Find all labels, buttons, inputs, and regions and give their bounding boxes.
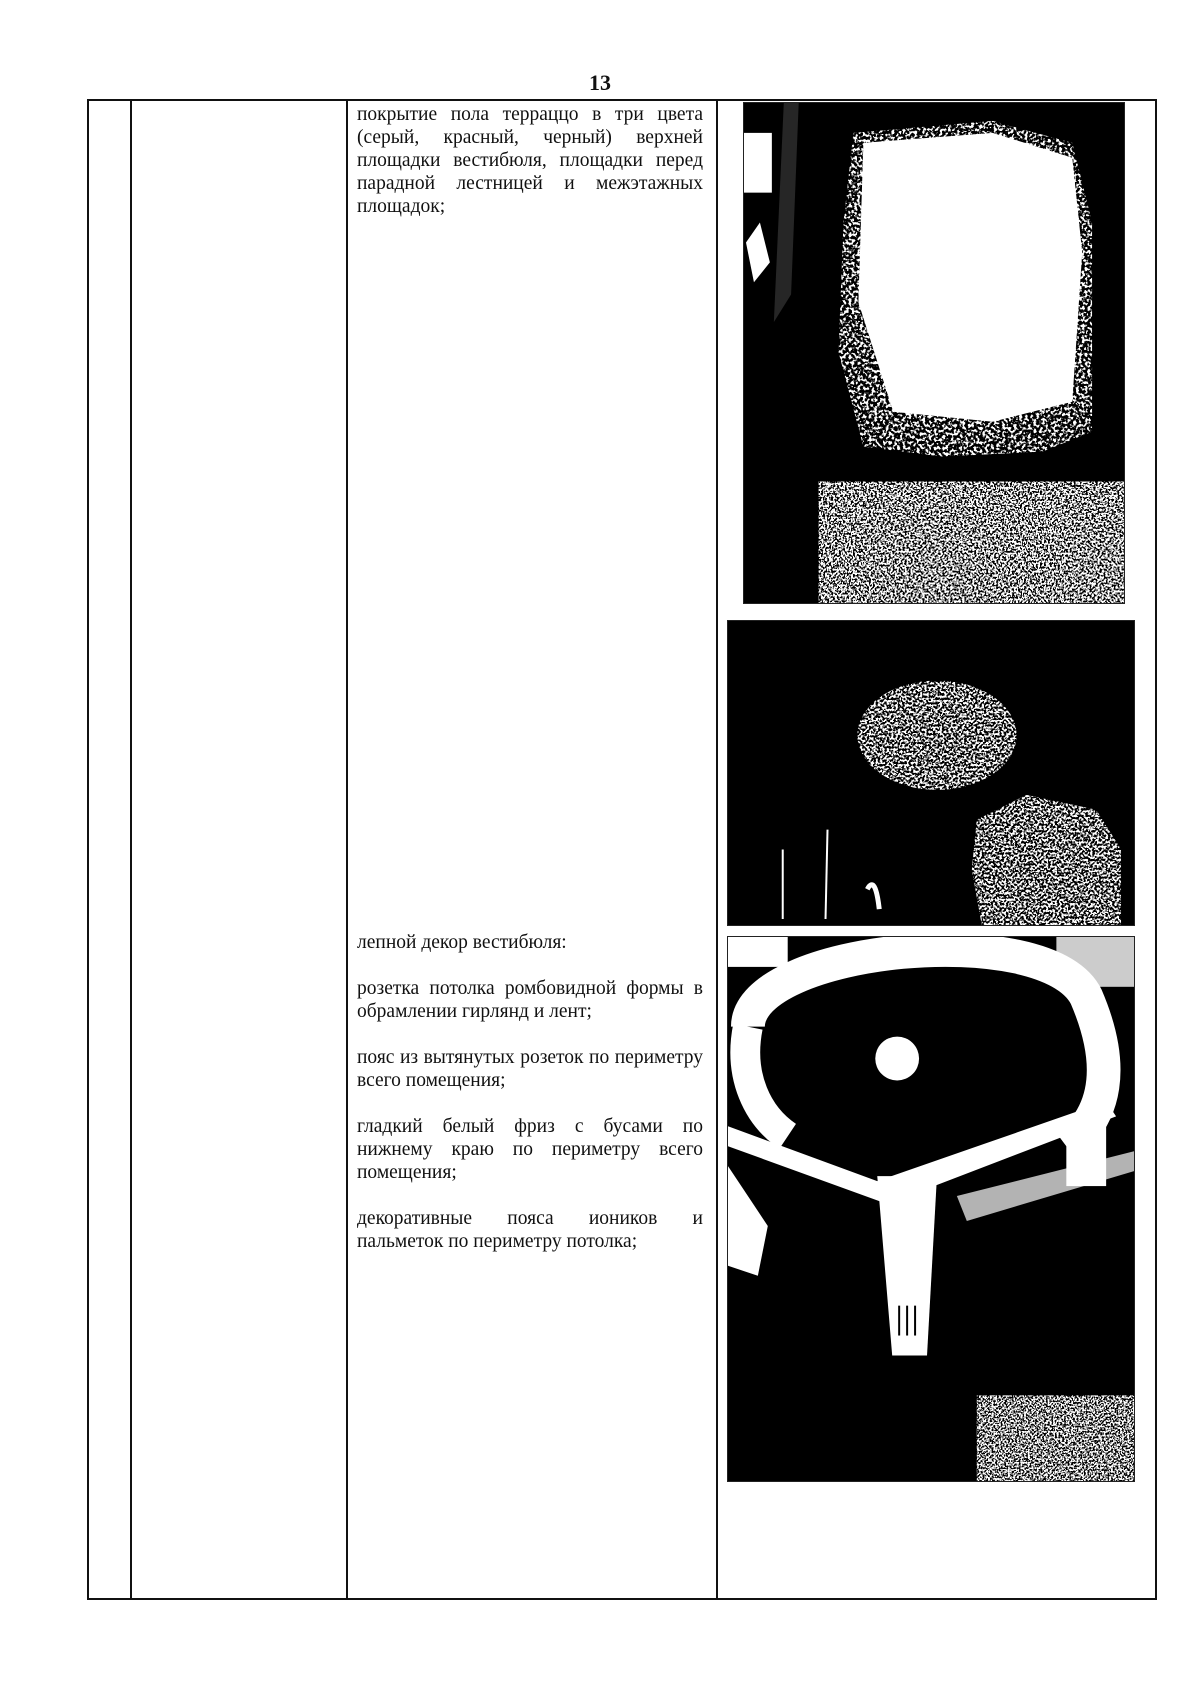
- decor-item: декоративные пояса иоников и пальметок по периметру потолка;: [357, 1208, 703, 1252]
- decor-item: розетка потолка ромбовидной формы в обрамлении гирлянд и лент;: [357, 978, 703, 1022]
- column-divider-3: [716, 101, 718, 1598]
- page-number: 13: [589, 70, 611, 95]
- photo-floor-terrazzo: [743, 102, 1125, 604]
- floor-description-cell: [357, 103, 703, 218]
- decor-heading: лепной декор вестибюля:: [357, 932, 567, 953]
- photo-ceiling-rosette: [727, 936, 1135, 1482]
- photo-landing-detail: [727, 620, 1135, 926]
- floor-description: покрытие пола терраццо в три цвета (серый, красный, черный) верхней площадки вестибюля, площадки перед парадной лестницей и межэтажных площадок;: [357, 104, 703, 217]
- column-divider-1: [130, 101, 132, 1598]
- document-table: [87, 99, 1157, 1600]
- column-divider-2: [346, 101, 348, 1598]
- decor-item: пояс из вытянутых розеток по периметру всего помещения;: [357, 1047, 703, 1091]
- decor-description-cell: [357, 931, 703, 1276]
- decor-item: гладкий белый фриз с бусами по нижнему краю по периметру всего помещения;: [357, 1116, 703, 1183]
